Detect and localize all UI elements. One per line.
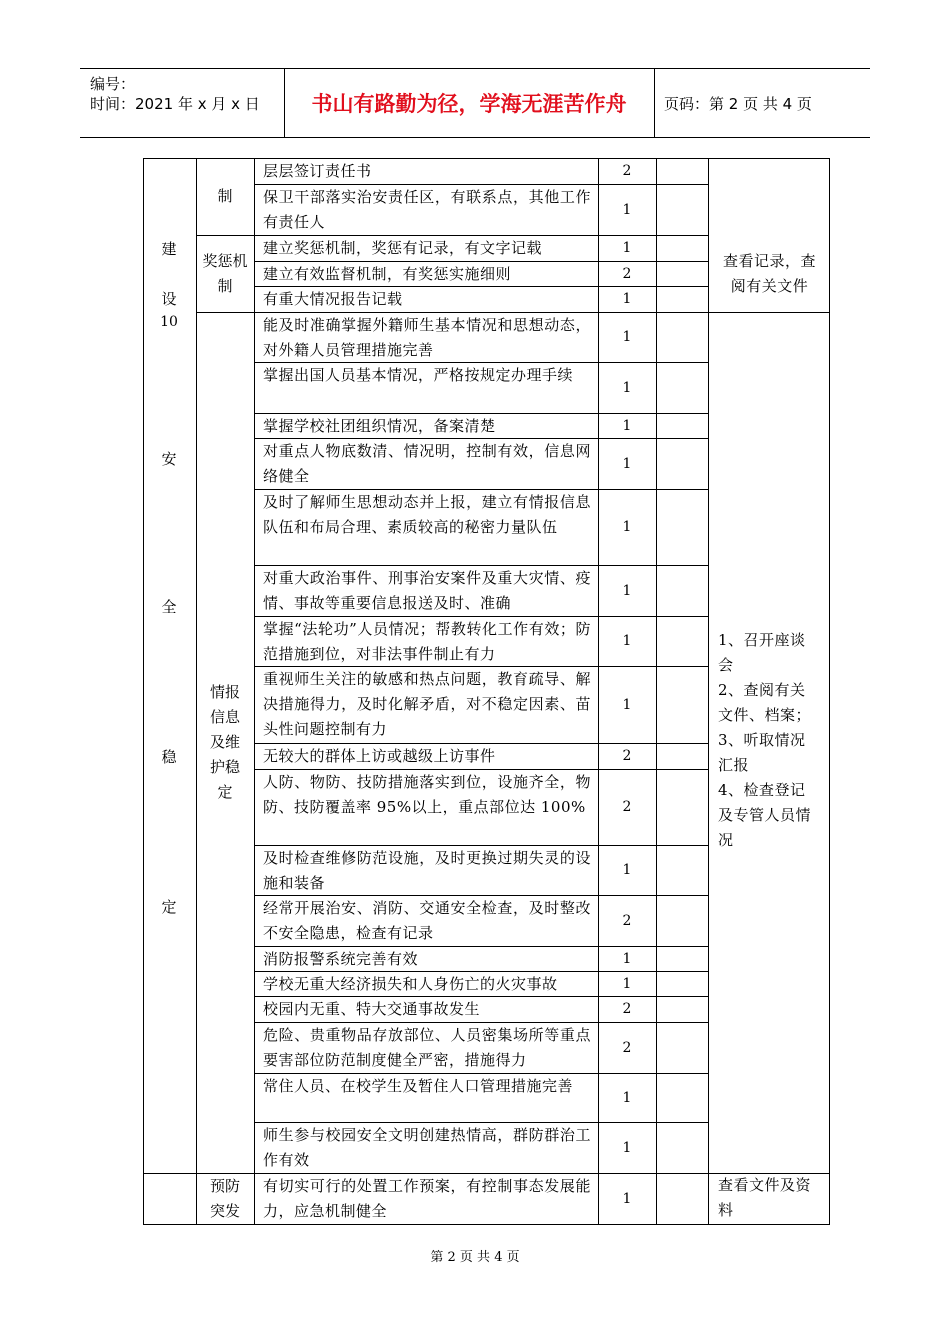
grid-line [196, 235, 255, 236]
table-row: 对重大政治事件、刑事治安案件及重大灾情、疫情、事故等重要信息报送及时、准确 [263, 569, 591, 612]
grid-line [254, 184, 709, 185]
grid-line [254, 261, 709, 262]
score-cell: 2 [622, 748, 632, 764]
grid-line [196, 312, 255, 313]
grid-line [254, 971, 709, 972]
grid-line [254, 666, 709, 667]
score-cell: 1 [622, 1190, 632, 1207]
grid-line [829, 158, 830, 1225]
grid-line [598, 158, 599, 1225]
table-row: 及时了解师生思想动态并上报，建立有情报信息队伍和布局合理、素质较高的秘密力量队伍 [263, 493, 591, 536]
table-row: 重视师生关注的敏感和热点问题，教育疏导、解决措施得力，及时化解矛盾，对不稳定因素、苗头性问题控制有力 [263, 670, 591, 738]
grid-line [143, 1224, 830, 1225]
grid-line [708, 1173, 830, 1174]
score-cell: 1 [622, 1089, 632, 1106]
header-page-label: 页码：第 2 页 共 4 页 [664, 94, 812, 113]
score-cell: 1 [622, 329, 632, 345]
grid-line [254, 946, 709, 947]
table-row: 能及时准确掌握外籍师生基本情况和思想动态，对外籍人员管理措施完善 [263, 316, 591, 359]
group-label: 制 [217, 187, 233, 205]
page-header [80, 68, 870, 138]
grid-line [254, 438, 709, 439]
score-cell: 1 [622, 417, 632, 434]
date-label: 时间：2021 年 x 月 x 日 [90, 95, 260, 113]
table-row: 有重大情况报告记载 [263, 290, 403, 308]
assessment-table [143, 158, 829, 1224]
grid-line [708, 158, 709, 1225]
col1-char: 设 [161, 290, 177, 308]
header-meta [80, 69, 285, 137]
score-cell: 1 [622, 291, 632, 307]
grid-line [196, 158, 197, 1225]
table-row: 有切实可行的处置工作预案，有控制事态发展能力，应急机制健全 [263, 1177, 591, 1220]
score-cell: 1 [622, 696, 632, 713]
grid-line [254, 996, 709, 997]
grid-line [196, 1173, 255, 1174]
group-label: 情报信息及维护稳定 [209, 683, 240, 801]
table-row: 掌握出国人员基本情况，严格按规定办理手续 [263, 366, 574, 384]
col1-char: 安 [161, 450, 177, 468]
grid-line [708, 312, 830, 313]
score-cell: 2 [622, 912, 632, 929]
group-label: 预防突发 [209, 1176, 240, 1220]
grid-line [254, 286, 709, 287]
table-row: 层层签订责任书 [263, 162, 372, 180]
grid-line [254, 413, 709, 414]
grid-line [254, 489, 709, 490]
grid-line [254, 845, 709, 846]
score-cell: 1 [622, 950, 632, 967]
table-row: 校园内无重、特大交通事故发生 [263, 1000, 481, 1018]
table-row: 危险、贵重物品存放部位、人员密集场所等重点要害部位防范制度健全严密，措施得力 [263, 1026, 591, 1069]
number-label: 编号： [90, 75, 136, 93]
score-cell: 1 [622, 1139, 632, 1156]
score-cell: 2 [622, 1001, 632, 1017]
grid-line [254, 1022, 709, 1023]
col1-char: 定 [161, 898, 177, 916]
grid-line [254, 158, 255, 1225]
table-row: 对重点人物底数清、情况明，控制有效，信息网络健全 [263, 442, 591, 485]
grid-line [254, 616, 709, 617]
check-method: 1、召开座谈会 2、查阅有关文件、档案； 3、听取情况汇报 4、检查登记及专管人员情况 [718, 631, 812, 849]
grid-line [254, 565, 709, 566]
table-row: 学校无重大经济损失和人身伤亡的火灾事故 [263, 975, 558, 993]
grid-line [254, 235, 709, 236]
grid-line [143, 158, 830, 159]
motto: 书山有路勤为径，学海无涯苦作舟 [284, 69, 655, 137]
score-cell: 1 [622, 455, 632, 472]
grid-line [143, 158, 144, 1225]
grid-line [143, 1173, 197, 1174]
table-row: 无较大的群体上访或越级上访事件 [263, 747, 496, 765]
score-cell: 1 [622, 862, 632, 878]
col1-char: 全 [161, 598, 177, 616]
group-label: 奖惩机制 [202, 251, 248, 295]
score-cell: 1 [622, 633, 632, 649]
score-cell: 2 [622, 265, 632, 282]
col1-char: 10 [160, 314, 178, 330]
grid-line [254, 1073, 709, 1074]
table-row: 建立奖惩机制，奖惩有记录，有文字记载 [263, 239, 543, 257]
table-row: 保卫干部落实治安责任区，有联系点，其他工作有责任人 [263, 188, 591, 231]
grid-line [254, 743, 709, 744]
score-cell: 2 [622, 799, 632, 815]
col1-char: 建 [161, 240, 177, 258]
table-row: 掌握“法轮功”人员情况；帮教转化工作有效；防范措施到位，对非法事件制止有力 [263, 620, 591, 663]
grid-line [254, 312, 709, 313]
grid-line [656, 158, 657, 1225]
table-row: 掌握学校社团组织情况，备案清楚 [263, 417, 496, 435]
score-cell: 1 [622, 240, 632, 256]
score-cell: 1 [622, 519, 632, 535]
grid-line [254, 895, 709, 896]
col1-char: 稳 [161, 748, 177, 766]
score-cell: 2 [622, 1039, 632, 1056]
grid-line [254, 1122, 709, 1123]
score-cell: 1 [622, 582, 632, 599]
grid-line [254, 769, 709, 770]
table-row: 人防、物防、技防措施落实到位，设施齐全，物防、技防覆盖率 95%以上，重点部位达 100% [263, 773, 591, 816]
score-cell: 2 [622, 163, 632, 179]
check-method: 查看文件及资料 [718, 1176, 812, 1219]
table-row: 消防报警系统完善有效 [263, 950, 419, 968]
table-row: 师生参与校园安全文明创建热情高，群防群治工作有效 [263, 1126, 591, 1169]
check-method: 查看记录，查阅有关文件 [722, 252, 816, 295]
table-row: 建立有效监督机制，有奖惩实施细则 [263, 265, 512, 283]
score-cell: 1 [622, 379, 632, 396]
table-row: 及时检查维修防范设施，及时更换过期失灵的设施和装备 [263, 849, 591, 892]
score-cell: 1 [622, 201, 632, 218]
page-footer: 第 2 页 共 4 页 [430, 1250, 520, 1265]
table-row: 常住人员、在校学生及暂住人口管理措施完善 [263, 1077, 574, 1095]
table-row: 经常开展治安、消防、交通安全检查，及时整改不安全隐患，检查有记录 [263, 899, 591, 942]
grid-line [254, 1173, 709, 1174]
grid-line [254, 362, 709, 363]
score-cell: 1 [622, 975, 632, 992]
